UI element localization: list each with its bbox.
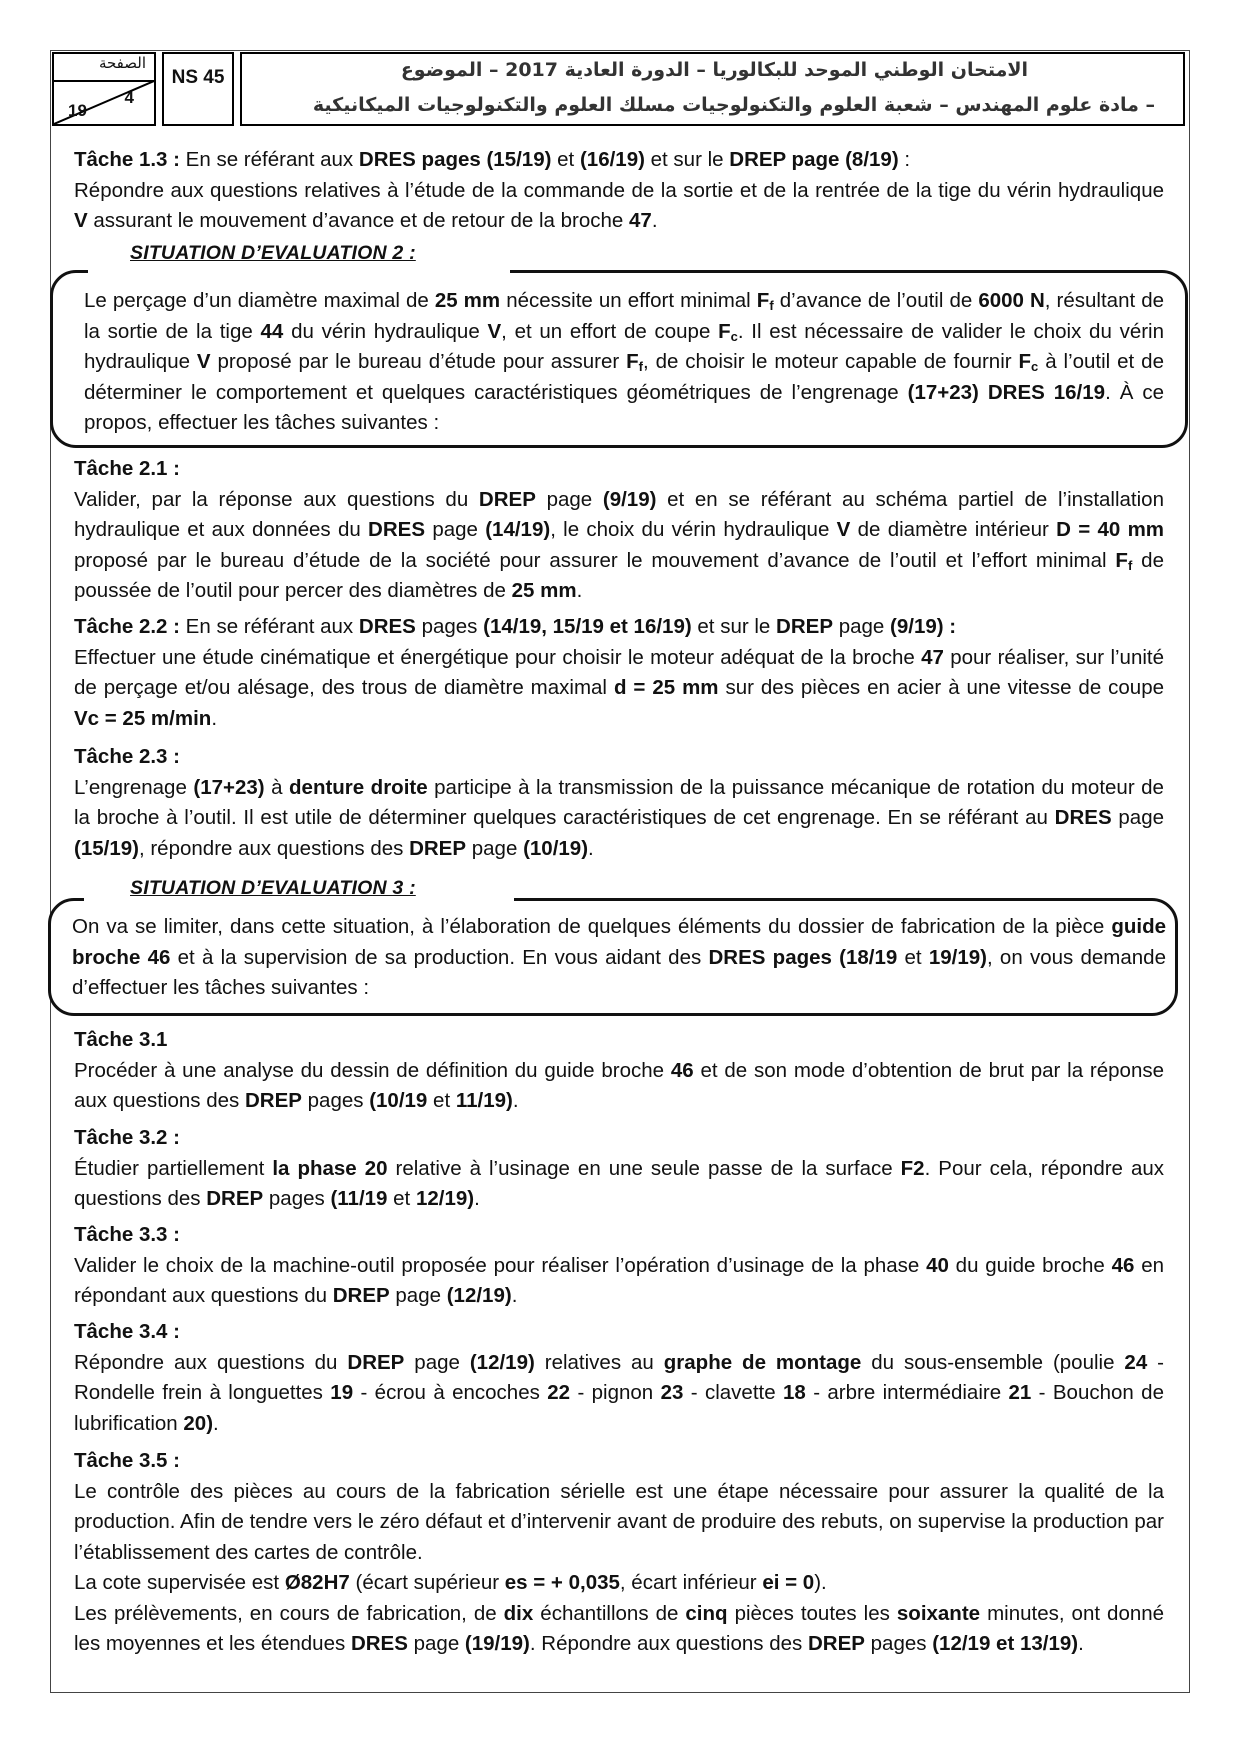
text: . À ce propos, effectuer les tâches suivantes : bbox=[84, 380, 1165, 434]
text: de poussée de l’outil pour percer des diamètres de bbox=[74, 548, 1164, 602]
tache-2-1 bbox=[74, 454, 1164, 607]
text: pages bbox=[268, 1187, 325, 1210]
text: Procéder à une analyse du dessin de définition du guide broche bbox=[74, 1058, 665, 1082]
text: 24 bbox=[1124, 1350, 1148, 1374]
text: page bbox=[395, 1284, 442, 1307]
exam-title-line1: الامتحان الوطني الموحد للبكالوريا – الدورة العادية 2017 – الموضوع bbox=[400, 59, 1028, 81]
text: . bbox=[511, 1284, 518, 1307]
text: DREP bbox=[776, 615, 833, 638]
text: 12/19) bbox=[415, 1187, 475, 1210]
task-title: Tâche 3.1 bbox=[74, 1028, 168, 1051]
text: . bbox=[213, 1411, 219, 1435]
text: 25 mm bbox=[434, 289, 501, 312]
text: assurant le mouvement d’avance et de retour de la broche bbox=[93, 209, 624, 232]
text: 23 bbox=[660, 1381, 684, 1404]
text: DREP bbox=[206, 1187, 264, 1210]
text: , écart inférieur bbox=[619, 1571, 757, 1594]
tache-1-3 bbox=[74, 145, 1164, 237]
text: Ø82H7 bbox=[284, 1571, 350, 1594]
text: DREP bbox=[347, 1350, 405, 1374]
text: 25 mm bbox=[511, 579, 577, 602]
text: (11/19 bbox=[330, 1187, 388, 1210]
text: page bbox=[414, 1350, 460, 1374]
text: f bbox=[638, 359, 643, 374]
text: d = 25 mm bbox=[613, 676, 719, 699]
text: . Pour cela, répondre aux questions des bbox=[74, 1156, 1165, 1210]
text: 44 bbox=[260, 319, 284, 343]
text: page bbox=[413, 1632, 460, 1655]
text: 47 bbox=[629, 209, 652, 232]
text: , de choisir le moteur capable de fournir bbox=[642, 350, 1012, 373]
text: Le perçage d’un diamètre maximal de bbox=[84, 289, 429, 312]
text: (10/19) bbox=[523, 836, 589, 860]
task-title: Tâche 2.3 : bbox=[74, 745, 180, 768]
text: et bbox=[557, 148, 575, 171]
text: relative à l’usinage en une seule passe de la surface bbox=[395, 1156, 893, 1180]
text: V bbox=[196, 350, 211, 373]
text: . bbox=[588, 836, 594, 860]
text: - arbre intermédiaire bbox=[813, 1381, 1002, 1404]
text: 11/19) bbox=[455, 1089, 513, 1112]
text: page bbox=[546, 487, 593, 511]
text: F bbox=[626, 350, 639, 373]
text: DREP bbox=[244, 1089, 302, 1112]
text: pour réaliser, sur l’unité de perçage et/ou alésage, des trous de diamètre maximal bbox=[74, 645, 1165, 699]
text: participe à la transmission de la puissance mécanique de rotation du moteur de la broche à l’outil. Il est utile de déterminer quelques caractéristiques de cet engrenage. En se référant au bbox=[74, 775, 1164, 829]
situation-3-label: SITUATION D’EVALUATION 3 : bbox=[130, 877, 416, 899]
text: : bbox=[904, 148, 911, 171]
text: d’avance de l’outil de bbox=[779, 289, 973, 312]
text: (15/19) bbox=[74, 836, 139, 860]
text: La cote supervisée est bbox=[74, 1571, 280, 1594]
tache-2-3 bbox=[74, 742, 1164, 864]
text: et bbox=[393, 1187, 411, 1210]
text: DRES bbox=[358, 615, 416, 638]
text: Les prélèvements, en cours de fabrication, de bbox=[74, 1601, 497, 1625]
text: nécessite un effort minimal bbox=[506, 289, 751, 312]
text: - pignon bbox=[577, 1381, 654, 1404]
text: Vc = 25 m/min bbox=[74, 706, 212, 730]
text: 40 bbox=[926, 1253, 949, 1277]
text: pages bbox=[870, 1632, 927, 1655]
task-title: Tâche 1.3 : bbox=[74, 148, 180, 171]
text: dix bbox=[503, 1601, 534, 1625]
text: DRES 16/19 bbox=[987, 380, 1106, 404]
tache-3-1 bbox=[74, 1025, 1164, 1117]
page-total: 19 bbox=[68, 101, 87, 120]
text: la phase 20 bbox=[272, 1156, 388, 1180]
text: DREP bbox=[409, 836, 467, 860]
text: page bbox=[838, 615, 885, 638]
text: sur des pièces en acier à une vitesse de coupe bbox=[725, 676, 1165, 699]
situation-3-text bbox=[72, 912, 1166, 1004]
text: 6000 N bbox=[978, 289, 1045, 312]
text: proposé par le bureau d’étude de la société pour assurer le mouvement d’avance de l’outil et l’effort minimal bbox=[74, 548, 1107, 572]
text: du vérin hydraulique bbox=[291, 319, 480, 343]
exam-code: NS 45 bbox=[162, 52, 234, 126]
text: . bbox=[1078, 1632, 1084, 1655]
text: (17+23) bbox=[193, 775, 265, 799]
text: - écrou à encoches bbox=[360, 1381, 540, 1404]
task-title: Tâche 3.5 : bbox=[74, 1449, 180, 1472]
text: à l’outil et de déterminer le comportement et quelques caractéristiques géométriques de l’engrenage bbox=[84, 350, 1164, 404]
text: page bbox=[1118, 806, 1164, 829]
text: (19/19) bbox=[464, 1632, 530, 1655]
text: Répondre aux questions du bbox=[74, 1350, 338, 1374]
text: 46 bbox=[1111, 1253, 1135, 1277]
text: ). bbox=[814, 1571, 827, 1594]
situation-2-text bbox=[84, 286, 1164, 439]
text: échantillons de bbox=[540, 1601, 679, 1625]
page-number: 4 bbox=[124, 88, 134, 107]
text: F bbox=[756, 289, 770, 312]
text: 18 bbox=[783, 1381, 806, 1404]
text: DREP bbox=[478, 487, 536, 511]
text: 21 bbox=[1008, 1381, 1032, 1404]
task-title: Tâche 2.2 : bbox=[74, 615, 180, 638]
text: DRES pages (15/19) bbox=[358, 148, 552, 171]
text: V bbox=[487, 319, 502, 343]
tache-3-5 bbox=[74, 1446, 1164, 1660]
text: es = + 0,035 bbox=[504, 1571, 620, 1594]
text: (16/19) bbox=[579, 148, 645, 171]
text: En se référant aux bbox=[185, 615, 354, 638]
text: . bbox=[651, 209, 658, 232]
page-number-box bbox=[52, 52, 156, 126]
text: F bbox=[718, 319, 731, 343]
text: et bbox=[433, 1089, 451, 1112]
text: . bbox=[576, 579, 583, 602]
text: 19 bbox=[330, 1381, 354, 1404]
text: et à la supervision de sa production. En vous aidant des bbox=[177, 945, 702, 969]
text: 22 bbox=[547, 1381, 571, 1404]
tache-3-3 bbox=[74, 1220, 1164, 1312]
text: page bbox=[471, 836, 518, 860]
text: Le contrôle des pièces au cours de la fabrication sérielle est une étape nécessaire pour assurer la qualité de la production. Afin de tendre vers le zéro défaut et d’intervenir avant de produire des rebuts, on supervise la production par l’établissement des cartes de contrôle. bbox=[74, 1479, 1164, 1564]
box-gap bbox=[88, 266, 510, 274]
text: soixante bbox=[896, 1601, 981, 1625]
text: DREP bbox=[332, 1284, 390, 1307]
tache-3-4 bbox=[74, 1317, 1164, 1439]
text: Valider, par la réponse aux questions du bbox=[74, 487, 469, 511]
text: (14/19, 15/19 et 16/19) bbox=[483, 615, 692, 638]
text: DRES bbox=[1054, 806, 1112, 829]
text: , on vous demande d’effectuer les tâches suivantes : bbox=[72, 945, 1166, 999]
exam-title-line2: – مادة علوم المهندس – شعبة العلوم والتكنولوجيات مسلك العلوم والتكنولوجيات الميكانيكية bbox=[312, 94, 1155, 116]
text: (écart supérieur bbox=[355, 1571, 500, 1594]
text: F2 bbox=[900, 1156, 925, 1180]
text: DRES bbox=[350, 1632, 408, 1655]
text: V bbox=[74, 209, 88, 232]
text: ei = 0 bbox=[762, 1571, 815, 1594]
text: Répondre aux questions relatives à l’étude de la commande de la sortie et de la rentrée de la tige du vérin hydraulique bbox=[74, 178, 1164, 202]
text: F bbox=[1018, 350, 1032, 373]
text: à bbox=[271, 775, 283, 799]
tache-3-2 bbox=[74, 1123, 1164, 1215]
text: proposé par le bureau d’étude pour assurer bbox=[217, 350, 620, 373]
text: DREP page (8/19) bbox=[729, 148, 899, 171]
text: Effectuer une étude cinématique et énergétique pour choisir le moteur adéquat de la broche bbox=[74, 645, 915, 669]
text: - clavette bbox=[690, 1381, 776, 1404]
text: cinq bbox=[685, 1601, 728, 1625]
text: du sous-ensemble (poulie bbox=[871, 1350, 1115, 1374]
text: - Bouchon de lubrification bbox=[74, 1381, 1164, 1435]
text: et sur le bbox=[650, 148, 724, 171]
text: (12/19) bbox=[469, 1350, 535, 1374]
text: pièces toutes les bbox=[734, 1601, 890, 1625]
text: 20) bbox=[183, 1411, 214, 1435]
text: 19/19) bbox=[928, 945, 987, 969]
text: (9/19) bbox=[602, 487, 657, 511]
text: c bbox=[730, 328, 738, 344]
text: V bbox=[836, 518, 851, 541]
task-title: Tâche 3.3 : bbox=[74, 1223, 180, 1246]
text: (9/19) : bbox=[890, 615, 957, 638]
text: et bbox=[904, 945, 922, 969]
text: minutes, ont donné les moyennes et les étendues bbox=[74, 1601, 1165, 1655]
tache-2-2 bbox=[74, 612, 1164, 734]
text: relatives au bbox=[544, 1350, 654, 1374]
text: pages bbox=[421, 615, 478, 638]
text: du guide broche bbox=[955, 1253, 1105, 1277]
text: - Rondelle frein à longuettes bbox=[74, 1350, 1164, 1404]
text: guide broche 46 bbox=[72, 915, 1166, 969]
text: , résultant de la sortie de la tige bbox=[84, 289, 1165, 343]
text: En se référant aux bbox=[185, 148, 354, 171]
text: et en se référant au schéma partiel de l’installation hydraulique et aux données du bbox=[74, 487, 1164, 541]
page-label: الصفحة bbox=[98, 55, 146, 72]
task-title: Tâche 3.2 : bbox=[74, 1126, 180, 1149]
text: (10/19 bbox=[369, 1089, 428, 1112]
text: . bbox=[474, 1187, 480, 1210]
text: Étudier partiellement bbox=[74, 1156, 265, 1180]
text: graphe de montage bbox=[663, 1350, 862, 1374]
text: page bbox=[432, 518, 478, 541]
text: (14/19) bbox=[485, 518, 551, 541]
situation-2-label: SITUATION D’EVALUATION 2 : bbox=[130, 242, 416, 264]
text: DRES bbox=[368, 518, 426, 541]
text: de diamètre intérieur bbox=[857, 518, 1049, 541]
exam-title-box bbox=[240, 52, 1185, 126]
text: . bbox=[512, 1089, 519, 1112]
text: c bbox=[1031, 359, 1039, 374]
text: . Il est nécessaire de valider le choix du vérin hydraulique bbox=[84, 319, 1165, 373]
text: L’engrenage bbox=[74, 775, 187, 799]
text: denture droite bbox=[289, 775, 428, 799]
text: f bbox=[1127, 557, 1133, 573]
text: . Répondre aux questions des bbox=[529, 1632, 803, 1655]
text: (17+23) bbox=[907, 380, 979, 404]
text: DRES pages (18/19 bbox=[708, 945, 898, 969]
text: D = 40 mm bbox=[1056, 518, 1165, 541]
text: 47 bbox=[921, 645, 944, 669]
exam-header bbox=[52, 52, 1188, 130]
text: et de son mode d’obtention de brut par la réponse aux questions des bbox=[74, 1058, 1165, 1112]
task-title: Tâche 3.4 : bbox=[74, 1320, 180, 1343]
text: en répondant aux questions du bbox=[74, 1253, 1164, 1307]
text: et sur le bbox=[697, 615, 771, 638]
text: F bbox=[1115, 548, 1128, 572]
text: (12/19 et 13/19) bbox=[932, 1632, 1079, 1655]
text: . bbox=[211, 706, 218, 730]
text: , et un effort de coupe bbox=[501, 319, 711, 343]
text: , répondre aux questions des bbox=[138, 836, 404, 860]
text: (12/19) bbox=[446, 1284, 512, 1307]
text: 46 bbox=[670, 1058, 694, 1082]
text: Valider le choix de la machine-outil proposée pour réaliser l’opération d’usinage de la phase bbox=[74, 1253, 920, 1277]
text: DREP bbox=[807, 1632, 865, 1655]
text: , le choix du vérin hydraulique bbox=[550, 518, 830, 541]
task-title: Tâche 2.1 : bbox=[74, 457, 180, 480]
text: pages bbox=[307, 1089, 364, 1112]
text: On va se limiter, dans cette situation, à l’élaboration de quelques éléments du dossier de fabrication de la pièce bbox=[72, 915, 1105, 938]
text: f bbox=[769, 298, 774, 313]
